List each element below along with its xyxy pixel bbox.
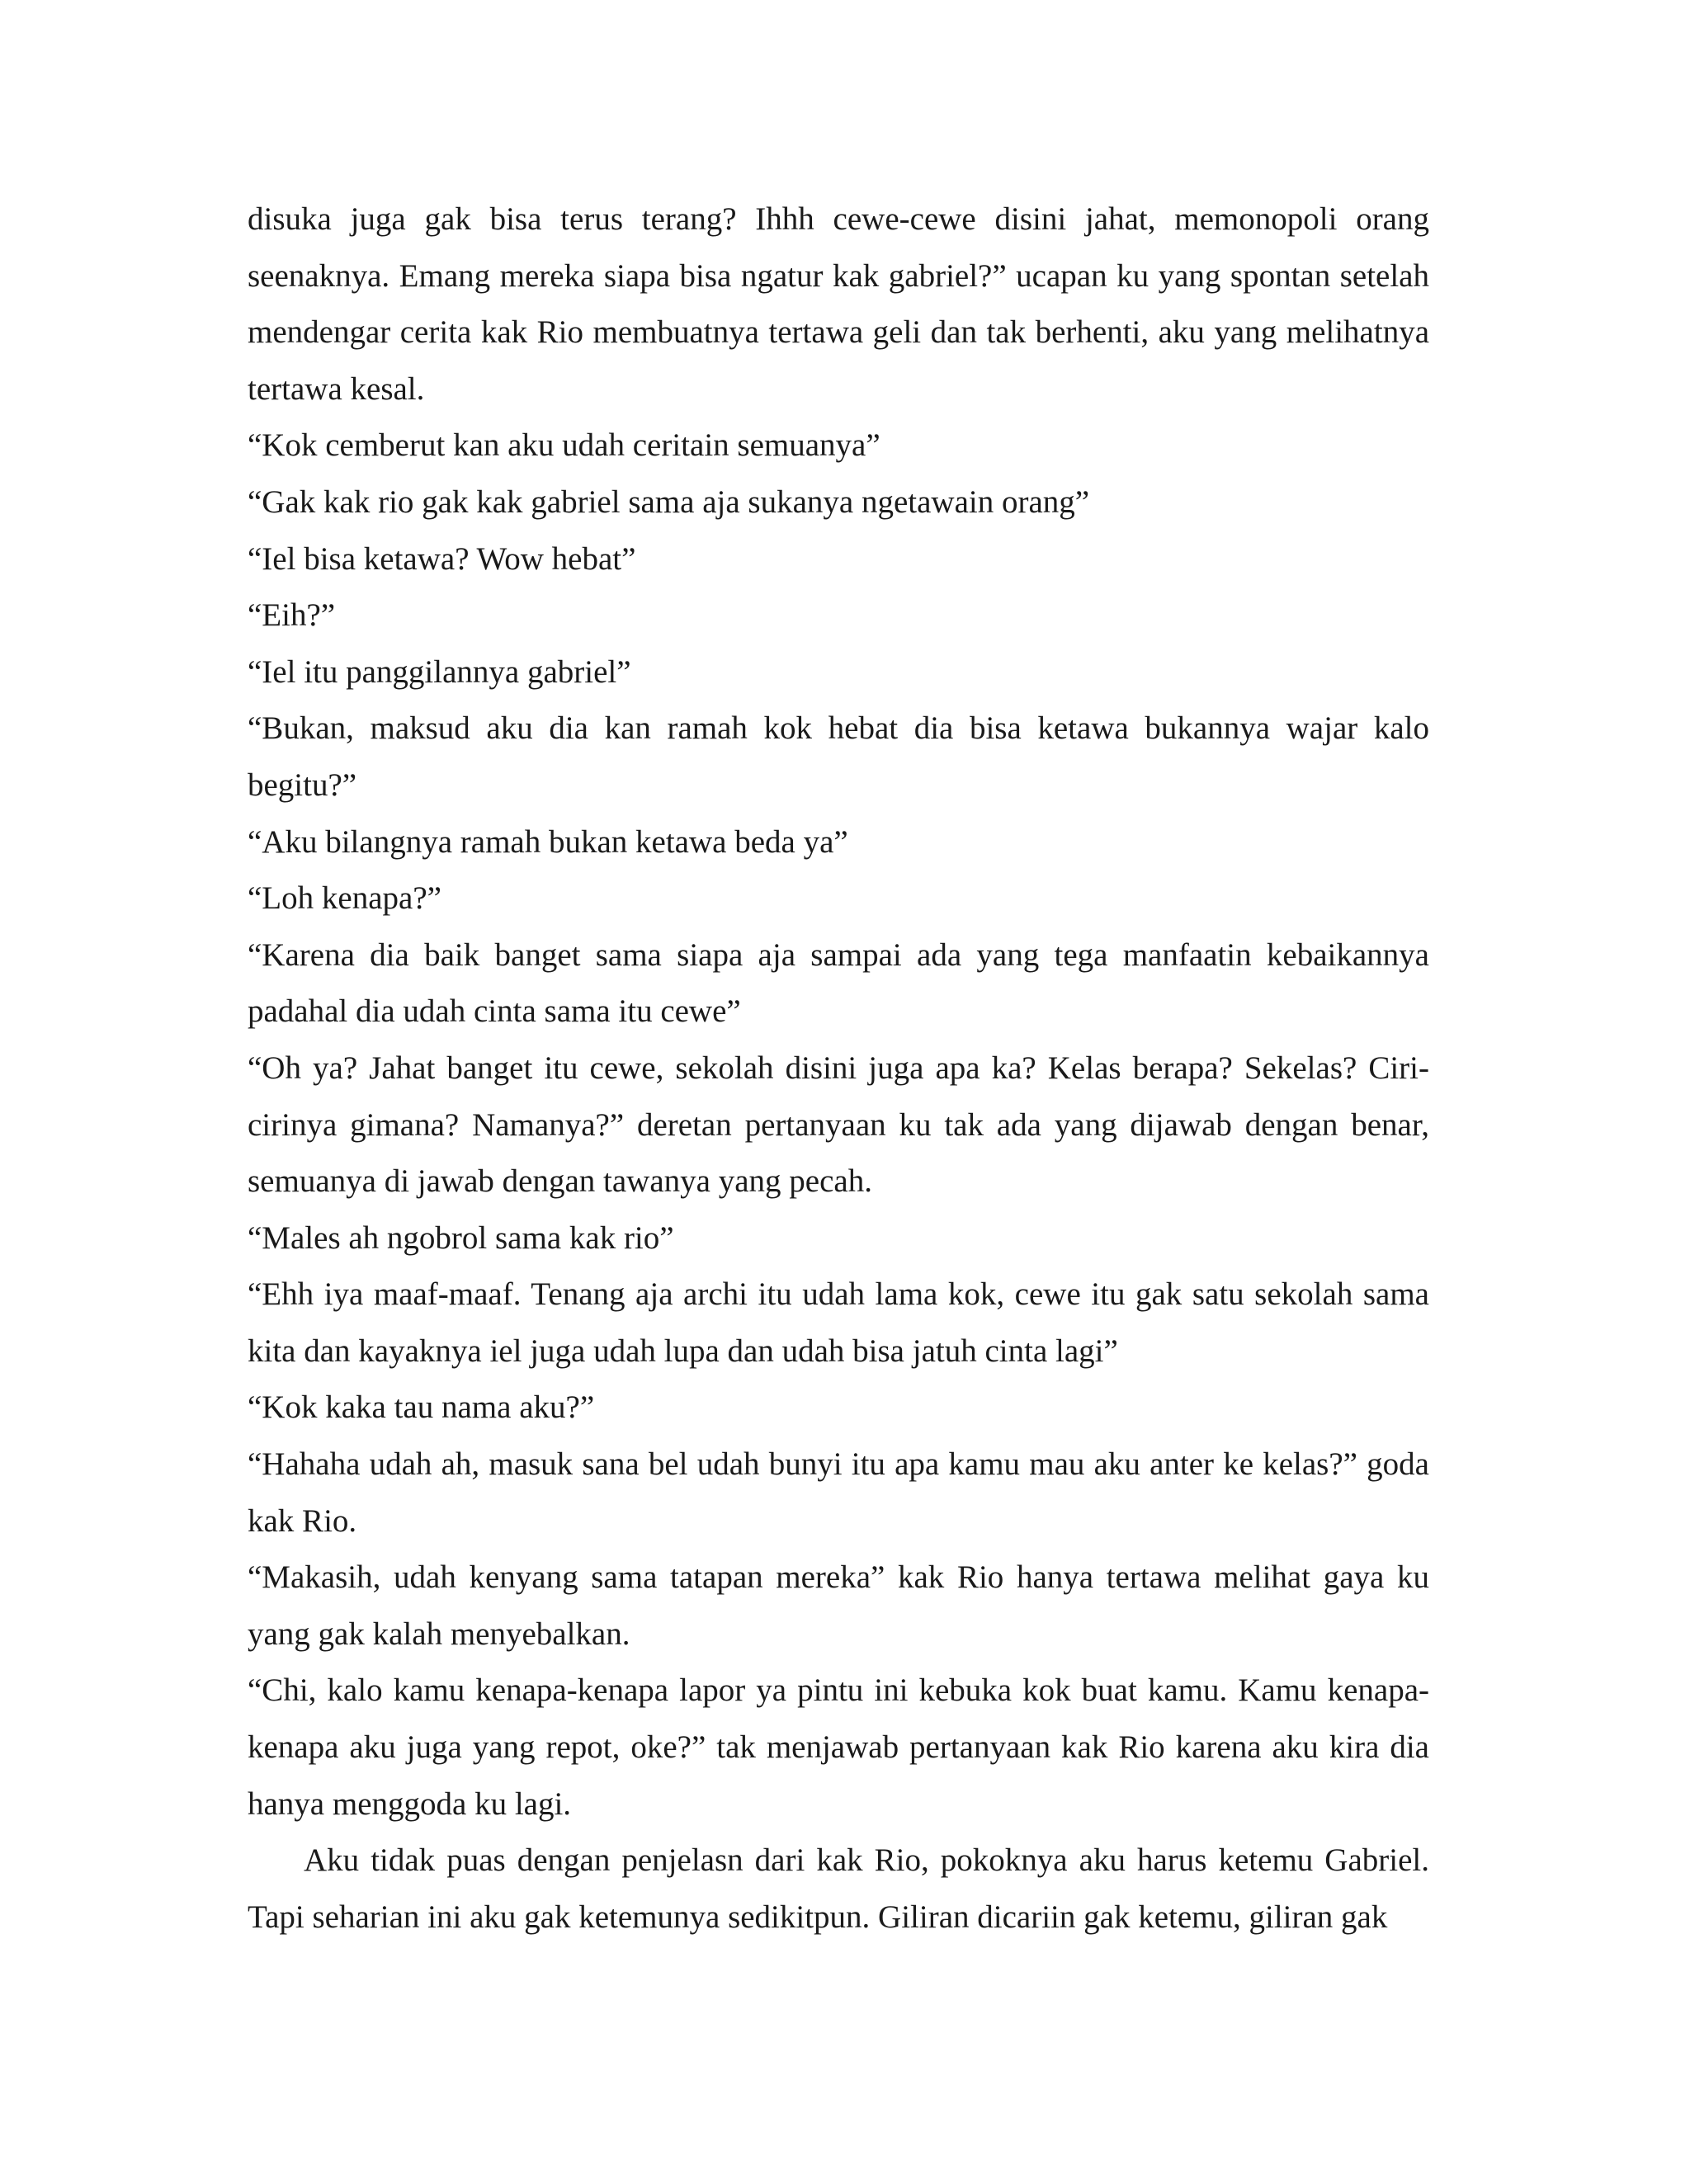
dialogue-line: “Kok kaka tau nama aku?” <box>248 1389 595 1426</box>
dialogue-line: “Iel itu panggilannya gabriel” <box>248 653 631 690</box>
dialogue-line: “Ehh iya maaf-maaf. Tenang aja archi itu udah lama kok, cewe itu gak satu sekolah sama kita dan kayaknya iel juga udah lupa dan udah bisa jatuh cinta lagi” <box>248 1276 1429 1369</box>
dialogue-line: “Bukan, maksud aku dia kan ramah kok hebat dia bisa ketawa bukannya wajar kalo begitu?” <box>248 710 1429 803</box>
dialogue-line: “Chi, kalo kamu kenapa-kenapa lapor ya pintu ini kebuka kok buat kamu. Kamu kenapa-kenapa aku juga yang repot, oke?” tak menjawab pertanyaan kak Rio karena aku kira dia hanya menggoda ku lagi. <box>248 1672 1429 1822</box>
dialogue-line: “Gak kak rio gak kak gabriel sama aja sukanya ngetawain orang” <box>248 483 1090 520</box>
dialogue-line: “Iel bisa ketawa? Wow hebat” <box>248 540 636 577</box>
paragraph: Aku tidak puas dengan penjelasn dari kak Rio, pokoknya aku harus ketemu Gabriel. Tapi seharian ini aku gak ketemunya sedikitpun. Giliran dicariin gak ketemu, giliran gak <box>248 1842 1429 1935</box>
dialogue-line: “Kok cemberut kan aku udah ceritain semuanya” <box>248 427 880 464</box>
dialogue-line: “Males ah ngobrol sama kak rio” <box>248 1219 674 1256</box>
dialogue-line: “Hahaha udah ah, masuk sana bel udah bunyi itu apa kamu mau aku anter ke kelas?” goda kak Rio. <box>248 1446 1429 1539</box>
dialogue-line: “Loh kenapa?” <box>248 880 441 917</box>
dialogue-line: “Eih?” <box>248 597 336 634</box>
paragraph: disuka juga gak bisa terus terang? Ihhh cewe-cewe disini jahat, memonopoli orang seenaknya. Emang mereka siapa bisa ngatur kak gabriel?” ucapan ku yang spontan setelah mendengar cerita kak Rio membuatnya tertawa geli dan tak berhenti, aku yang melihatnya tertawa kesal. <box>248 201 1429 407</box>
dialogue-line: “Aku bilangnya ramah bukan ketawa beda ya” <box>248 823 848 860</box>
body-text <box>248 191 1429 1946</box>
dialogue-line: “Oh ya? Jahat banget itu cewe, sekolah disini juga apa ka? Kelas berapa? Sekelas? Ciri-cirinya gimana? Namanya?” deretan pertanyaan ku tak ada yang dijawab dengan benar, semuanya di jawab dengan tawanya yang pecah. <box>248 1050 1429 1200</box>
dialogue-line: “Karena dia baik banget sama siapa aja sampai ada yang tega manfaatin kebaikannya padahal dia udah cinta sama itu cewe” <box>248 936 1429 1030</box>
dialogue-line: “Makasih, udah kenyang sama tatapan mereka” kak Rio hanya tertawa melihat gaya ku yang gak kalah menyebalkan. <box>248 1559 1429 1652</box>
